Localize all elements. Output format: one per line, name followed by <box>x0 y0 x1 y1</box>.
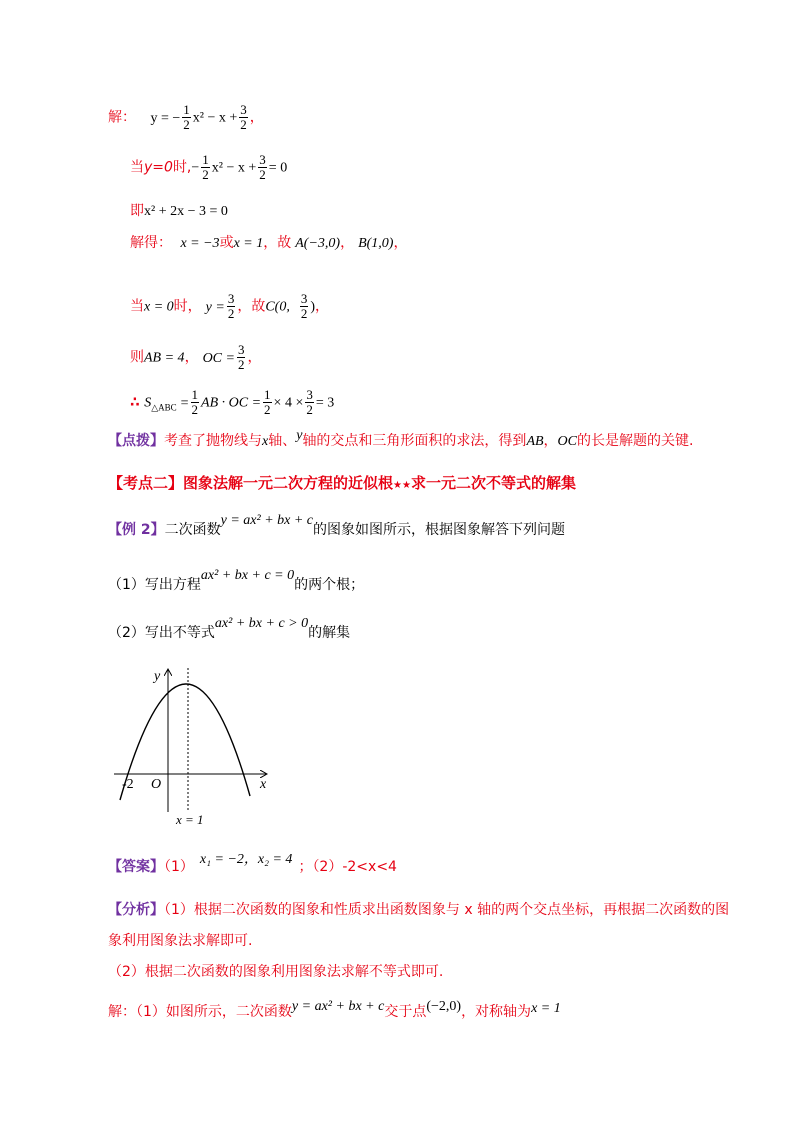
solution2-start: 解：（1）如图所示，二次函数 <box>108 1004 292 1020</box>
area-eq1: = <box>180 395 189 411</box>
comma-1: ， <box>340 235 355 251</box>
point-c-left: C(0, <box>265 299 290 315</box>
answer-line <box>108 852 397 877</box>
dianbo-line <box>108 428 694 451</box>
analysis-line1 <box>108 901 729 919</box>
parabola-graph <box>108 662 278 827</box>
frac-three-halves-3: $\frac{3}{2}$ <box>227 291 235 321</box>
frac-half-2: $\frac{1}{2}$ <box>202 152 209 182</box>
area-sub: △ABC <box>151 402 177 413</box>
comma-2: ， <box>393 235 408 251</box>
eq2-rest: x² − x + <box>211 160 257 176</box>
frac-half-4: $\frac{1}{2}$ <box>264 387 271 417</box>
ab-eq: AB = 4 <box>144 350 185 366</box>
text-gu: ，故 <box>263 235 292 251</box>
example2-func: y = ax² + bx + c <box>220 513 314 528</box>
q2-tail: 的解集 <box>308 625 351 641</box>
kaodian2-heading <box>108 474 576 495</box>
dianbo-x: x <box>262 434 269 449</box>
area-mid2: × 4 × <box>273 395 304 411</box>
origin-label: O <box>151 777 162 792</box>
comma-3: ， <box>315 298 330 315</box>
text-dang2: 当 <box>130 298 144 315</box>
dianbo-text1: 考查了抛物线与 <box>164 433 262 449</box>
solution2-mid: 交于点 <box>384 1004 427 1020</box>
answer-sep: ； <box>298 859 313 875</box>
example2-label: 【例 2】 <box>108 522 165 538</box>
point-a: A(−3,0) <box>295 236 341 251</box>
dianbo-label: 【点拨】 <box>108 433 164 449</box>
dianbo-text3: 轴的交点和三角形面积的求法，得到 <box>302 433 527 449</box>
answer-label: 【答案】 <box>108 859 164 875</box>
frac-three-halves-4: $\frac{3}{2}$ <box>300 291 308 321</box>
example2-text2: 的图象如图所示，根据图象解答下列问题 <box>313 522 566 538</box>
q1-label: （1）写出方程 <box>108 577 201 593</box>
solution1-line2: 当y=0时,− $\frac{1}{2}$ x² − x + $\frac{3}{2}$ = 0 <box>130 152 288 182</box>
text-shi: 时, <box>172 159 192 176</box>
label-jie: 解： <box>108 109 136 126</box>
y-label: y <box>154 669 161 684</box>
dianbo-text2: 轴、 <box>268 433 297 449</box>
frac-half: $\frac{1}{2}$ <box>183 102 190 132</box>
dianbo-sep: ， <box>543 433 558 449</box>
oc-eq: OC = <box>202 350 235 366</box>
analysis-line2-text: 象利用图象法求解即可. <box>108 933 253 949</box>
dianbo-oc: OC <box>557 434 577 449</box>
text-shi2: 时， <box>173 298 202 315</box>
q1-tail: 的两个根； <box>294 577 365 593</box>
analysis-line3-text: （2）根据二次函数的图象利用图象法求解不等式即可. <box>108 964 444 980</box>
q1-eq: ax² + bx + c = 0 <box>200 568 295 583</box>
analysis-line3 <box>108 963 443 981</box>
example2-text1: 二次函数 <box>164 522 221 538</box>
x0: x = 0 <box>144 299 174 315</box>
text-gu2: ，故 <box>237 298 266 315</box>
solution2-func: y = ax² + bx + c <box>291 999 385 1014</box>
solution2-point: (−2,0) <box>426 999 462 1014</box>
frac-three-halves: $\frac{3}{2}$ <box>240 102 247 132</box>
solution1-line6: 则AB = 4， OC = $\frac{3}{2}$ ， <box>130 342 262 372</box>
q2-label: （2）写出不等式 <box>108 625 215 641</box>
eq3: x² + 2x − 3 = 0 <box>144 204 228 219</box>
eq1-lhs: y = − <box>150 110 181 126</box>
point-c-right: ) <box>310 299 316 315</box>
text-ji: 即 <box>130 203 144 219</box>
eq1-rest: x² − x + <box>192 110 238 126</box>
solution2-axis: x = 1 <box>531 1001 561 1016</box>
analysis-label: 【分析】 <box>108 902 164 918</box>
axis-label: x = 1 <box>176 812 204 827</box>
eq1-tail: ， <box>249 109 264 126</box>
text-ze: 则 <box>130 349 144 366</box>
example2-line <box>108 513 566 540</box>
star-icons: ★★ <box>393 480 411 491</box>
area-mid: AB · OC = <box>201 395 262 411</box>
frac-half-3: $\frac{1}{2}$ <box>191 387 199 417</box>
solution2-line <box>108 999 561 1022</box>
parabola-curve <box>120 684 250 800</box>
answer-p2: （2）-2<x<4 <box>312 859 397 875</box>
analysis-line2 <box>108 932 252 950</box>
solution1-line4 <box>130 234 407 253</box>
y-eq: y = <box>205 299 225 315</box>
frac-three-halves-2: $\frac{3}{2}$ <box>259 152 266 182</box>
text-y0: y=0 <box>144 159 173 176</box>
example2-q2 <box>108 616 351 643</box>
text-jiede: 解得： <box>130 235 172 251</box>
frac-three-halves-5: $\frac{3}{2}$ <box>237 342 245 372</box>
frac-three-halves-6: $\frac{3}{2}$ <box>306 387 313 417</box>
analysis-line1-text: （1）根据二次函数的图象和性质求出函数图象与 x 轴的两个交点坐标，再根据二次函数的图 <box>164 902 730 918</box>
dianbo-text4: 的长是解题的关键. <box>577 433 694 449</box>
example2-q1 <box>108 568 365 595</box>
solution1-line7 <box>130 388 334 417</box>
text-huo: 或 <box>219 235 234 251</box>
root2: x = 1 <box>233 236 264 251</box>
dianbo-ab: AB <box>526 434 544 449</box>
point-b: B(1,0) <box>358 236 394 251</box>
solution1-line3 <box>130 202 228 221</box>
x-label: x <box>260 777 267 792</box>
root1: x = −3 <box>180 236 220 251</box>
answer-p1: （1） <box>164 859 194 875</box>
answer-roots: x₁ = −2，x₂ = 4 <box>199 852 293 867</box>
area-end: = 3 <box>315 395 335 411</box>
text-dang: 当 <box>130 159 144 176</box>
neg2-label: -2 <box>122 777 134 792</box>
solution1-line5 <box>130 292 329 321</box>
kaodian2-part1: 【考点二】图象法解一元二次方程的近似根 <box>108 474 394 492</box>
kaodian2-part2: 求一元二次不等式的解集 <box>410 474 576 492</box>
solution2-mid2: ，对称轴为 <box>461 1004 532 1020</box>
q2-ineq: ax² + bx + c > 0 <box>214 616 309 631</box>
solution1-line1 <box>108 103 264 132</box>
dianbo-y: y <box>296 428 303 443</box>
area-s: S <box>144 395 152 411</box>
eq2-tail: = 0 <box>268 160 288 176</box>
therefore-sign: ∴ <box>130 394 140 411</box>
